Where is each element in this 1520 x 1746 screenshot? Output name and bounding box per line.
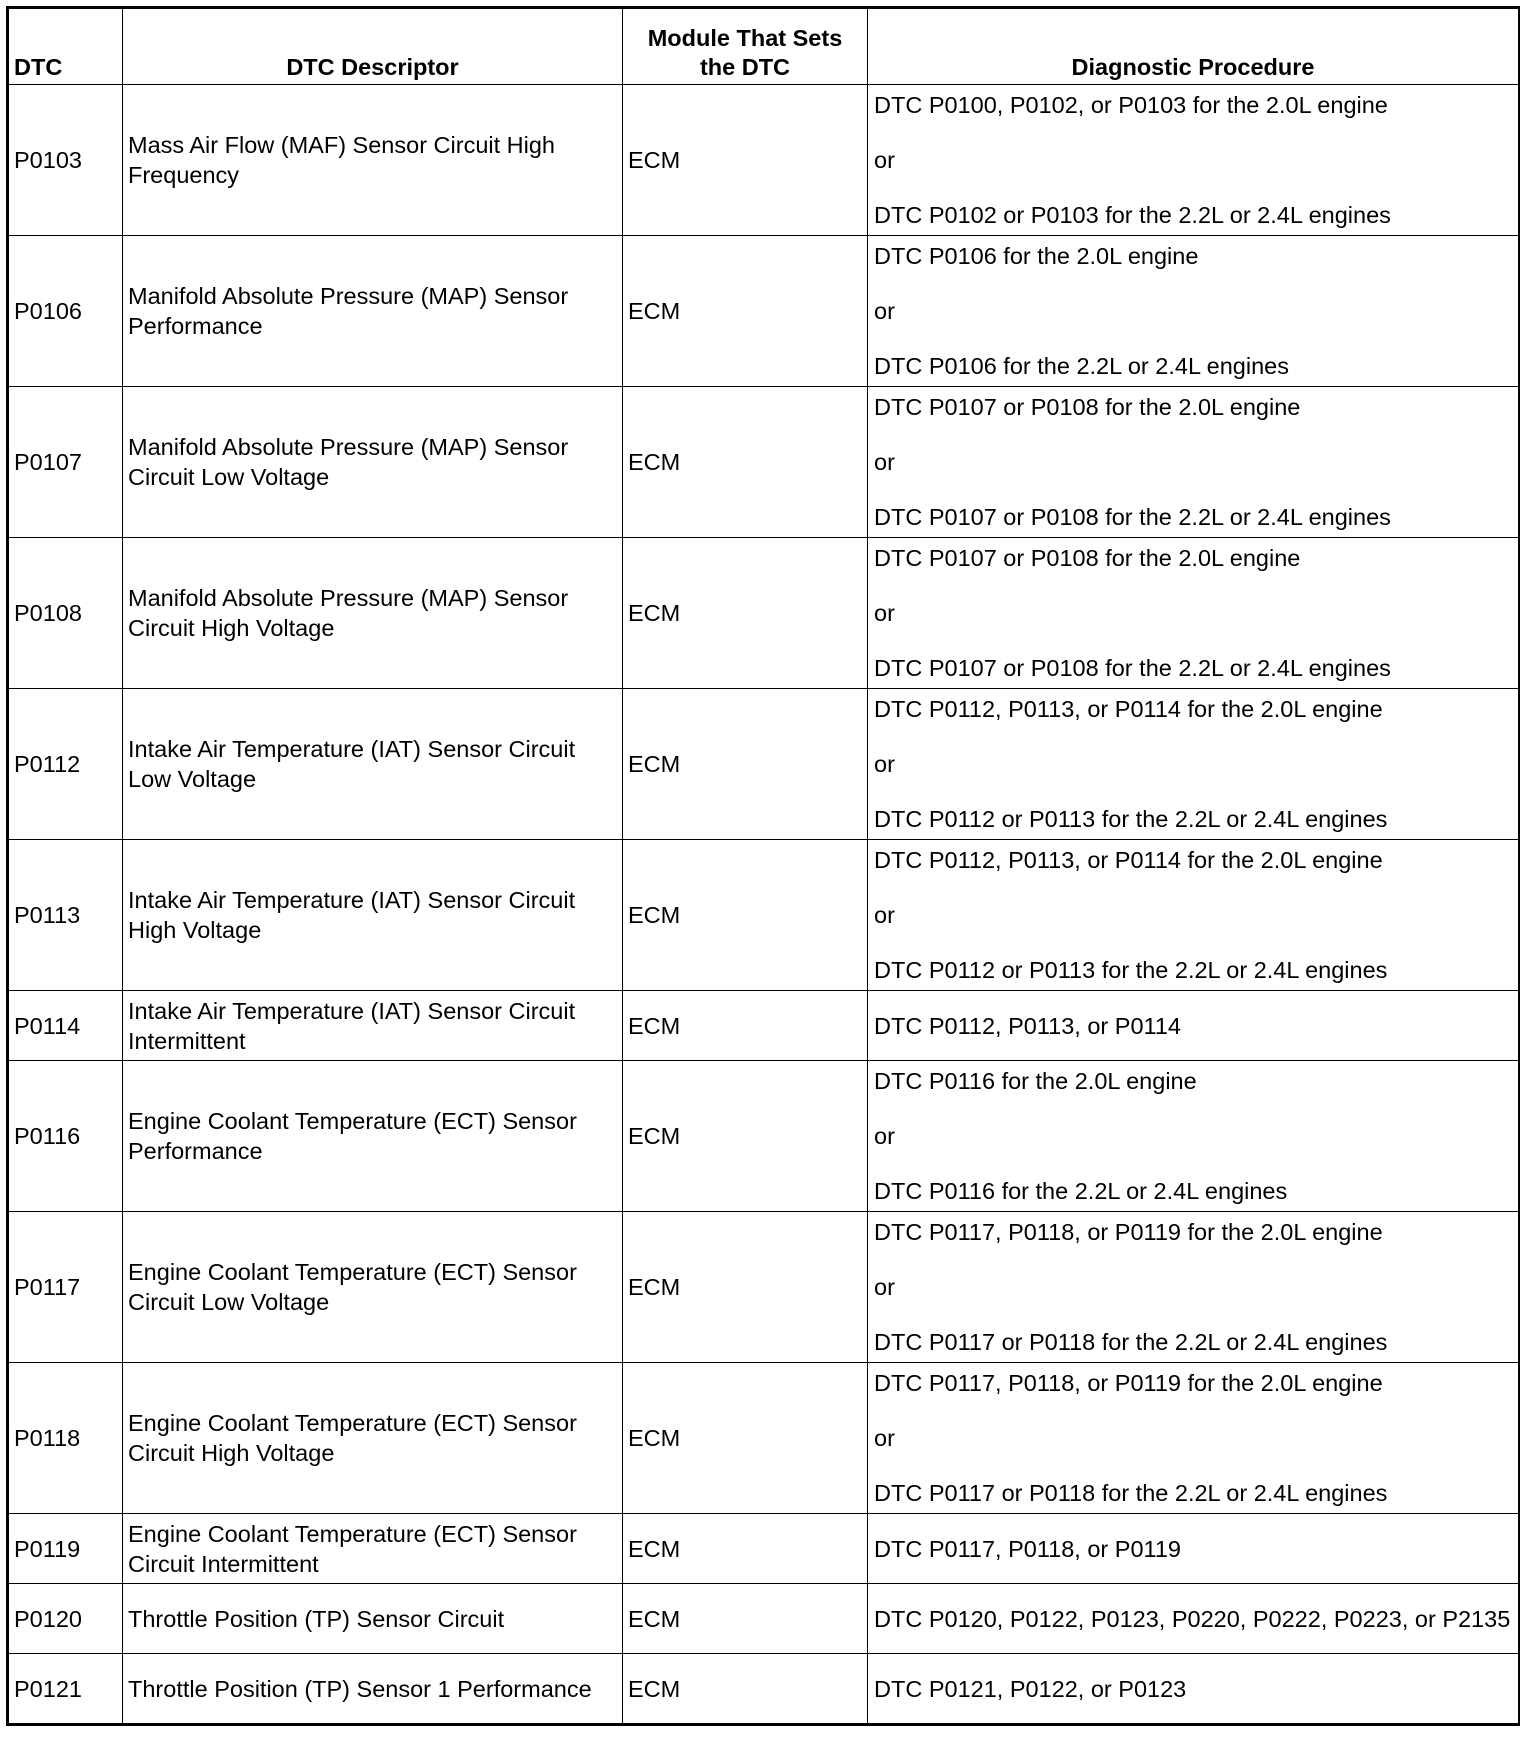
table-body: [8, 85, 1520, 1725]
table-row: [8, 85, 1520, 236]
dtc-code: P0116: [8, 1061, 123, 1212]
diagnostic-procedure: [868, 1363, 1520, 1514]
diagnostic-procedure: [868, 387, 1520, 538]
procedure-line: DTC P0117, P0118, or P0119 for the 2.0L engine: [874, 1370, 1383, 1396]
module-name: ECM: [623, 1061, 868, 1212]
diagnostic-procedure: [868, 1514, 1520, 1584]
diagnostic-procedure: [868, 689, 1520, 840]
table-row: [8, 1514, 1520, 1584]
dtc-code: P0119: [8, 1514, 123, 1584]
module-name: ECM: [623, 991, 868, 1061]
procedure-line: or: [874, 298, 895, 324]
diagnostic-procedure: [868, 85, 1520, 236]
header-descriptor: DTC Descriptor: [123, 8, 623, 85]
dtc-descriptor: Engine Coolant Temperature (ECT) Sensor Circuit High Voltage: [123, 1363, 623, 1514]
dtc-descriptor: Throttle Position (TP) Sensor 1 Performance: [123, 1654, 623, 1725]
procedure-line: or: [874, 1425, 895, 1451]
diagnostic-procedure: [868, 1061, 1520, 1212]
dtc-descriptor: Mass Air Flow (MAF) Sensor Circuit High Frequency: [123, 85, 623, 236]
module-name: ECM: [623, 1584, 868, 1654]
dtc-code: P0118: [8, 1363, 123, 1514]
table-row: [8, 1584, 1520, 1654]
dtc-descriptor: Intake Air Temperature (IAT) Sensor Circuit Low Voltage: [123, 689, 623, 840]
diagnostic-procedure: [868, 991, 1520, 1061]
procedure-line: or: [874, 1274, 895, 1300]
table-row: [8, 689, 1520, 840]
table-row: [8, 1061, 1520, 1212]
dtc-descriptor: Intake Air Temperature (IAT) Sensor Circuit Intermittent: [123, 991, 623, 1061]
table-row: [8, 538, 1520, 689]
module-name: ECM: [623, 236, 868, 387]
dtc-descriptor: Engine Coolant Temperature (ECT) Sensor Circuit Intermittent: [123, 1514, 623, 1584]
header-procedure: Diagnostic Procedure: [868, 8, 1520, 85]
procedure-line: or: [874, 600, 895, 626]
procedure-line: DTC P0107 or P0108 for the 2.2L or 2.4L engines: [874, 504, 1391, 530]
dtc-code: P0112: [8, 689, 123, 840]
procedure-line: DTC P0117 or P0118 for the 2.2L or 2.4L engines: [874, 1480, 1388, 1506]
module-name: ECM: [623, 1654, 868, 1725]
procedure-line: or: [874, 751, 895, 777]
diagnostic-procedure: [868, 1212, 1520, 1363]
dtc-descriptor: Throttle Position (TP) Sensor Circuit: [123, 1584, 623, 1654]
module-name: ECM: [623, 85, 868, 236]
procedure-line: DTC P0121, P0122, or P0123: [874, 1675, 1187, 1702]
dtc-descriptor: Engine Coolant Temperature (ECT) Sensor Performance: [123, 1061, 623, 1212]
procedure-line: DTC P0106 for the 2.0L engine: [874, 243, 1199, 269]
procedure-line: DTC P0112, P0113, or P0114 for the 2.0L engine: [874, 696, 1383, 722]
header-module: Module That Sets the DTC: [623, 8, 868, 85]
dtc-code: P0103: [8, 85, 123, 236]
module-name: ECM: [623, 689, 868, 840]
table-row: [8, 1363, 1520, 1514]
dtc-table: [6, 6, 1520, 1726]
diagnostic-procedure: [868, 236, 1520, 387]
dtc-descriptor: Engine Coolant Temperature (ECT) Sensor Circuit Low Voltage: [123, 1212, 623, 1363]
procedure-line: DTC P0112, P0113, or P0114: [874, 1012, 1181, 1039]
header-dtc: DTC: [8, 8, 123, 85]
procedure-line: DTC P0107 or P0108 for the 2.0L engine: [874, 394, 1301, 420]
procedure-line: DTC P0112 or P0113 for the 2.2L or 2.4L engines: [874, 806, 1388, 832]
table-row: [8, 236, 1520, 387]
diagnostic-procedure: [868, 1584, 1520, 1654]
dtc-code: P0107: [8, 387, 123, 538]
procedure-line: or: [874, 147, 895, 173]
procedure-line: DTC P0112 or P0113 for the 2.2L or 2.4L engines: [874, 957, 1388, 983]
table-row: [8, 1654, 1520, 1725]
procedure-line: DTC P0116 for the 2.0L engine: [874, 1068, 1197, 1094]
dtc-code: P0113: [8, 840, 123, 991]
dtc-code: P0120: [8, 1584, 123, 1654]
procedure-line: DTC P0112, P0113, or P0114 for the 2.0L engine: [874, 847, 1383, 873]
diagnostic-procedure: [868, 538, 1520, 689]
header-row: [8, 8, 1520, 85]
table-row: [8, 991, 1520, 1061]
procedure-line: or: [874, 449, 895, 475]
module-name: ECM: [623, 538, 868, 689]
diagnostic-procedure: [868, 840, 1520, 991]
diagnostic-procedure: [868, 1654, 1520, 1725]
procedure-line: DTC P0100, P0102, or P0103 for the 2.0L engine: [874, 92, 1388, 118]
dtc-code: P0121: [8, 1654, 123, 1725]
module-name: ECM: [623, 1212, 868, 1363]
dtc-descriptor: Manifold Absolute Pressure (MAP) Sensor Circuit High Voltage: [123, 538, 623, 689]
procedure-line: DTC P0116 for the 2.2L or 2.4L engines: [874, 1178, 1288, 1204]
procedure-line: DTC P0107 or P0108 for the 2.0L engine: [874, 545, 1301, 571]
module-name: ECM: [623, 1514, 868, 1584]
procedure-line: DTC P0117, P0118, or P0119 for the 2.0L engine: [874, 1219, 1383, 1245]
module-name: ECM: [623, 1363, 868, 1514]
table-row: [8, 387, 1520, 538]
procedure-line: or: [874, 902, 895, 928]
table-row: [8, 1212, 1520, 1363]
dtc-code: P0117: [8, 1212, 123, 1363]
dtc-code: P0106: [8, 236, 123, 387]
module-name: ECM: [623, 387, 868, 538]
table-row: [8, 840, 1520, 991]
procedure-line: DTC P0106 for the 2.2L or 2.4L engines: [874, 353, 1289, 379]
procedure-line: DTC P0117, P0118, or P0119: [874, 1535, 1181, 1562]
dtc-descriptor: Manifold Absolute Pressure (MAP) Sensor Circuit Low Voltage: [123, 387, 623, 538]
procedure-line: DTC P0107 or P0108 for the 2.2L or 2.4L engines: [874, 655, 1391, 681]
dtc-code: P0108: [8, 538, 123, 689]
dtc-descriptor: Manifold Absolute Pressure (MAP) Sensor Performance: [123, 236, 623, 387]
dtc-descriptor: Intake Air Temperature (IAT) Sensor Circuit High Voltage: [123, 840, 623, 991]
module-name: ECM: [623, 840, 868, 991]
procedure-line: DTC P0117 or P0118 for the 2.2L or 2.4L engines: [874, 1329, 1388, 1355]
procedure-line: DTC P0120, P0122, P0123, P0220, P0222, P0223, or P2135: [874, 1605, 1511, 1632]
dtc-code: P0114: [8, 991, 123, 1061]
procedure-line: DTC P0102 or P0103 for the 2.2L or 2.4L engines: [874, 202, 1391, 228]
procedure-line: or: [874, 1123, 895, 1149]
